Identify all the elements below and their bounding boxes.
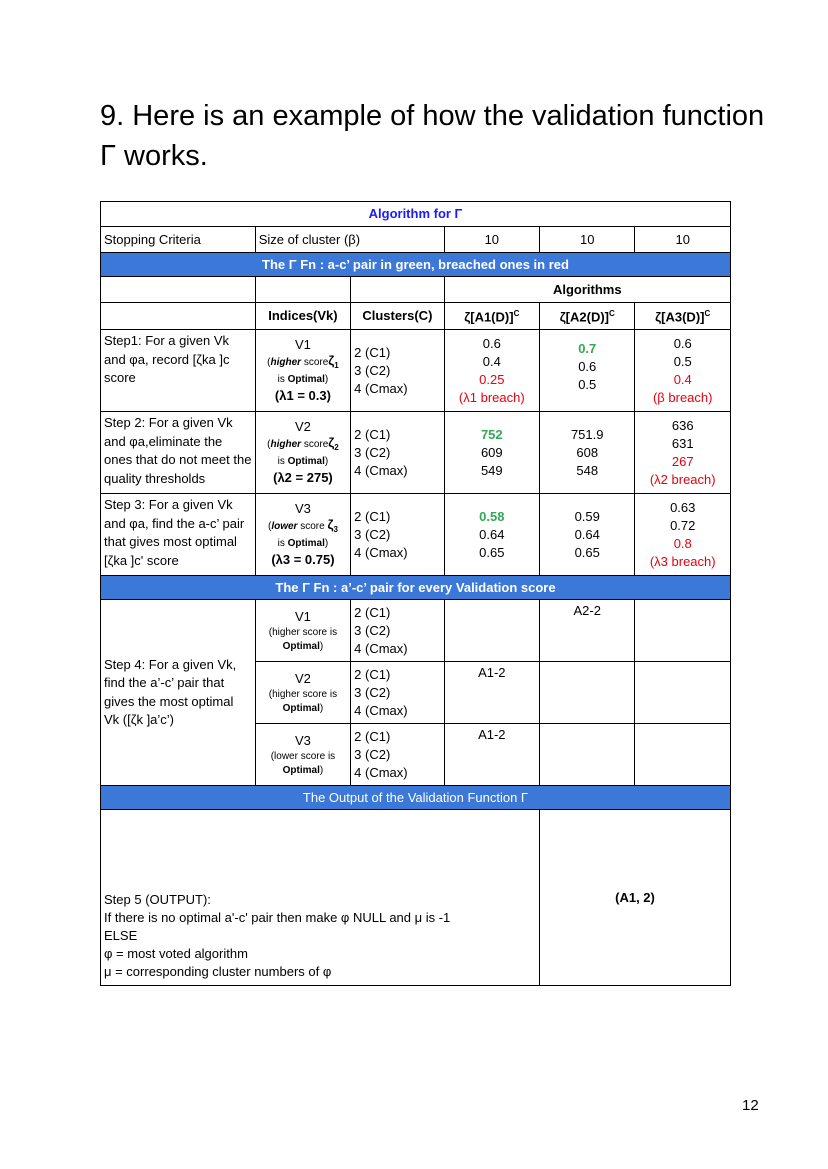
empty-cell bbox=[101, 277, 256, 303]
step-1-text: Step1: For a given Vk and φa, record [ζka ]c score bbox=[101, 330, 256, 412]
empty-cell bbox=[255, 277, 350, 303]
section-band-3 bbox=[101, 786, 731, 810]
pair-v3-a1: A1-2 bbox=[444, 724, 539, 786]
pair-index-v1: V1 (higher score is Optimal) bbox=[255, 600, 350, 662]
table-title-row bbox=[101, 202, 731, 227]
stopping-criteria-row bbox=[101, 227, 731, 253]
algorithms-label: Algorithms bbox=[444, 277, 730, 303]
algorithm-table bbox=[100, 201, 731, 986]
output-row bbox=[101, 810, 731, 986]
scores-v1-a1: 0.6 0.4 0.25 (λ1 breach) bbox=[444, 330, 539, 412]
pair-clusters-v1: 2 (C1) 3 (C2) 4 (Cmax) bbox=[351, 600, 444, 662]
pair-v2-a3 bbox=[635, 662, 731, 724]
pair-v3-a2 bbox=[540, 724, 635, 786]
scores-v1-a2: 0.7 0.6 0.5 bbox=[540, 330, 635, 412]
cluster-size-label: Size of cluster (β) bbox=[255, 227, 444, 253]
step-2-text: Step 2: For a given Vk and φa,eliminate the ones that do not meet the quality thresholds bbox=[101, 412, 256, 494]
score-row-v2 bbox=[101, 412, 731, 494]
scores-v2-a1: 752 609 549 bbox=[444, 412, 539, 494]
pair-v3-a3 bbox=[635, 724, 731, 786]
scores-v3-a1: 0.58 0.64 0.65 bbox=[444, 494, 539, 576]
table-title: Algorithm for Γ bbox=[101, 202, 731, 227]
pair-v1-a3 bbox=[635, 600, 731, 662]
pair-clusters-v2: 2 (C1) 3 (C2) 4 (Cmax) bbox=[351, 662, 444, 724]
scores-v2-a2: 751.9 608 548 bbox=[540, 412, 635, 494]
score-row-v1 bbox=[101, 330, 731, 412]
cluster-size-a2: 10 bbox=[540, 227, 635, 253]
clusters-v2: 2 (C1) 3 (C2) 4 (Cmax) bbox=[351, 412, 444, 494]
score-row-v3 bbox=[101, 494, 731, 576]
pair-v1-a2: A2-2 bbox=[540, 600, 635, 662]
header-a1: $\zeta[A1(D)]^C$ bbox=[444, 303, 539, 330]
section-band-2-text: The Γ Fn : a’-c’ pair for every Validation score bbox=[101, 576, 731, 600]
section-band-2 bbox=[101, 576, 731, 600]
step-3-text: Step 3: For a given Vk and φa, find the a-c’ pair that gives most optimal [ζka ]c' score bbox=[101, 494, 256, 576]
step-4-text: Step 4: For a given Vk, find the a’-c’ pair that gives the most optimal Vk ([ζk ]a’c’) bbox=[101, 600, 256, 786]
pair-index-v2: V2 (higher score is Optimal) bbox=[255, 662, 350, 724]
pair-index-v3: V3 (lower score is Optimal) bbox=[255, 724, 350, 786]
cluster-size-a3: 10 bbox=[635, 227, 731, 253]
pair-v1-a1 bbox=[444, 600, 539, 662]
index-v3: V3 (lower score $\zeta_3$ is Optimal) (λ3 = 0.75) bbox=[255, 494, 350, 576]
section-band-1-text: The Γ Fn : a-c’ pair in green, breached ones in red bbox=[101, 253, 731, 277]
pair-row-v1 bbox=[101, 600, 731, 662]
empty-cell bbox=[101, 303, 256, 330]
clusters-v3: 2 (C1) 3 (C2) 4 (Cmax) bbox=[351, 494, 444, 576]
index-v2: V2 (higher scoreζ$_2$ is Optimal) (λ2 = 275) bbox=[255, 412, 350, 494]
pair-clusters-v3: 2 (C1) 3 (C2) 4 (Cmax) bbox=[351, 724, 444, 786]
stopping-criteria-label: Stopping Criteria bbox=[101, 227, 256, 253]
scores-v3-a3: 0.63 0.72 0.8 (λ3 breach) bbox=[635, 494, 731, 576]
header-clusters: Clusters(C) bbox=[351, 303, 444, 330]
column-header-row bbox=[101, 303, 731, 330]
clusters-v1: 2 (C1) 3 (C2) 4 (Cmax) bbox=[351, 330, 444, 412]
cluster-size-a1: 10 bbox=[444, 227, 539, 253]
index-v1: V1 (higher scoreζ$_1$ is Optimal) (λ1 = 0.3) bbox=[255, 330, 350, 412]
header-a3: $\zeta[A3(D)]^C$ bbox=[635, 303, 731, 330]
page-heading: 9. Here is an example of how the validation function Γ works. bbox=[100, 100, 765, 172]
pair-v2-a2 bbox=[540, 662, 635, 724]
algorithms-header-row bbox=[101, 277, 731, 303]
scores-v1-a3: 0.6 0.5 0.4 (β breach) bbox=[635, 330, 731, 412]
section-band-3-text: The Output of the Validation Function Γ bbox=[101, 786, 731, 810]
empty-cell bbox=[351, 277, 444, 303]
step-5-text: Step 5 (OUTPUT): If there is no optimal a'-c' pair then make φ NULL and μ is -1 ELSE φ = most voted algorithm μ = corresponding cluster numbers of φ bbox=[101, 810, 540, 986]
header-a2: $\zeta[A2(D)]^C$ bbox=[540, 303, 635, 330]
page-number: 12 bbox=[742, 1097, 759, 1114]
pair-v2-a1: A1-2 bbox=[444, 662, 539, 724]
section-band-1 bbox=[101, 253, 731, 277]
output-value: (A1, 2) bbox=[540, 810, 731, 986]
header-indices: Indices(Vk) bbox=[255, 303, 350, 330]
scores-v2-a3: 636 631 267 (λ2 breach) bbox=[635, 412, 731, 494]
scores-v3-a2: 0.59 0.64 0.65 bbox=[540, 494, 635, 576]
